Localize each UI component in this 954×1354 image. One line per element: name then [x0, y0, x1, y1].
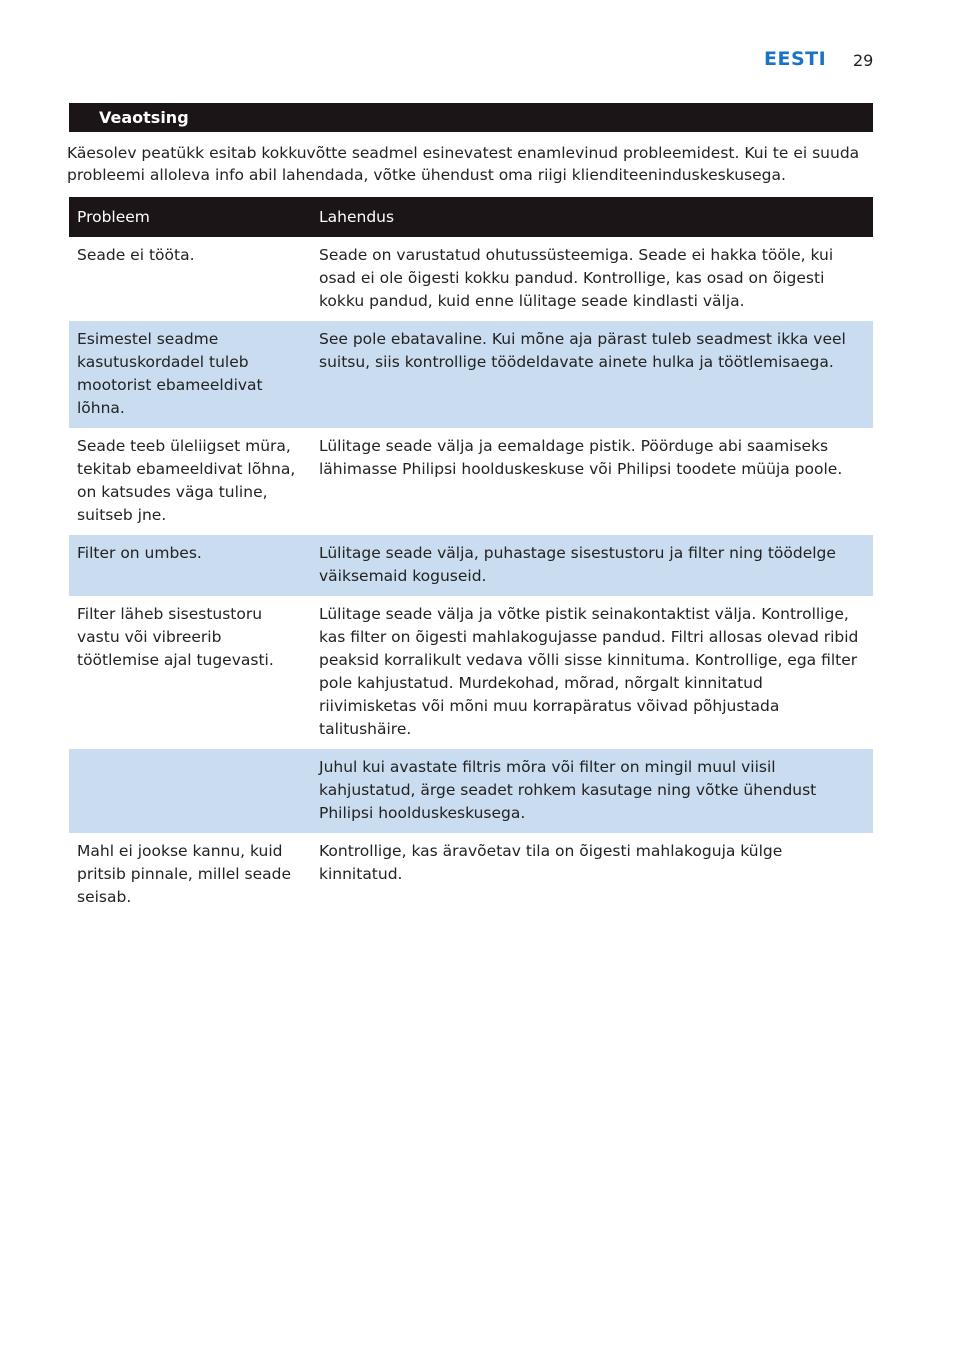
page-number: 29 [853, 51, 874, 70]
troubleshooting-table [69, 197, 873, 917]
problem-cell: Filter on umbes. [69, 535, 311, 596]
intro-paragraph: Käesolev peatükk esitab kokkuvõtte seadmel esinevatest enamlevinud probleemidest. Kui te ei suuda probleemi alloleva info abil lahendada, võtke ühendust oma riigi klienditeeninduskeskusega. [67, 144, 860, 184]
solution-cell: Seade on varustatud ohutussüsteemiga. Seade ei hakka tööle, kui osad ei ole õigesti kokku pandud. Kontrollige, kas osad on õigesti kokku pandud, kuid enne lülitage seade kindlasti välja. [319, 246, 834, 310]
column-header-solution: Lahendus [311, 197, 873, 237]
table-row [69, 428, 873, 535]
language-label: EESTI [764, 48, 827, 70]
table-row [69, 833, 873, 917]
problem-cell: Seade ei tööta. [77, 246, 195, 264]
section-title: Veaotsing [99, 108, 189, 127]
problem-cell: Esimestel seadme kasutuskordadel tuleb mootorist ebameeldivat lõhna. [69, 321, 311, 428]
table-header-row [69, 197, 873, 237]
solution-cell: Lülitage seade välja ja eemaldage pistik. Pöörduge abi saamiseks lähimasse Philipsi hoolduskeskuse või Philipsi toodete müüja poole. [319, 437, 843, 478]
problem-cell: Mahl ei jookse kannu, kuid pritsib pinnale, millel seade seisab. [77, 842, 292, 906]
solution-cell: See pole ebatavaline. Kui mõne aja pärast tuleb seadmest ikka veel suitsu, siis kontrollige töödeldavate ainete hulka ja töötlemisaega. [311, 321, 873, 428]
column-header-problem: Probleem [69, 197, 311, 237]
table-row [69, 596, 873, 749]
solution-cell: Lülitage seade välja ja võtke pistik seinakontaktist välja. Kontrollige, kas filter on õigesti mahlakogujasse pandud. Filtri allosas olevad ribid peaksid korralikult vedava võlli sisse kinnituma. Kontrollige, ega filter pole kahjustatud. Murdekohad, mõrad, nõrgalt kinnitatud riivimisketas või mõni muu korrapäratus võivad põhjustada talitushäire. [319, 605, 859, 738]
solution-cell: Kontrollige, kas äravõetav tila on õigesti mahlakoguja külge kinnitatud. [319, 842, 783, 883]
problem-cell: Filter läheb sisestustoru vastu või vibreerib töötlemise ajal tugevasti. [77, 605, 274, 669]
table-row [69, 321, 873, 428]
section-header-bar [69, 103, 873, 132]
table-row [69, 237, 873, 321]
table-row [69, 535, 873, 596]
table-row [69, 749, 873, 833]
solution-cell: Juhul kui avastate filtris mõra või filter on mingil muul viisil kahjustatud, ärge seadet rohkem kasutage ning võtke ühendust Philipsi hoolduskeskusega. [311, 749, 873, 833]
solution-cell: Lülitage seade välja, puhastage sisestustoru ja filter ning töödelge väiksemaid koguseid. [311, 535, 873, 596]
problem-cell: Seade teeb üleliigset müra, tekitab ebameeldivat lõhna, on katsudes väga tuline, suitseb jne. [77, 437, 296, 524]
problem-cell [69, 749, 311, 833]
